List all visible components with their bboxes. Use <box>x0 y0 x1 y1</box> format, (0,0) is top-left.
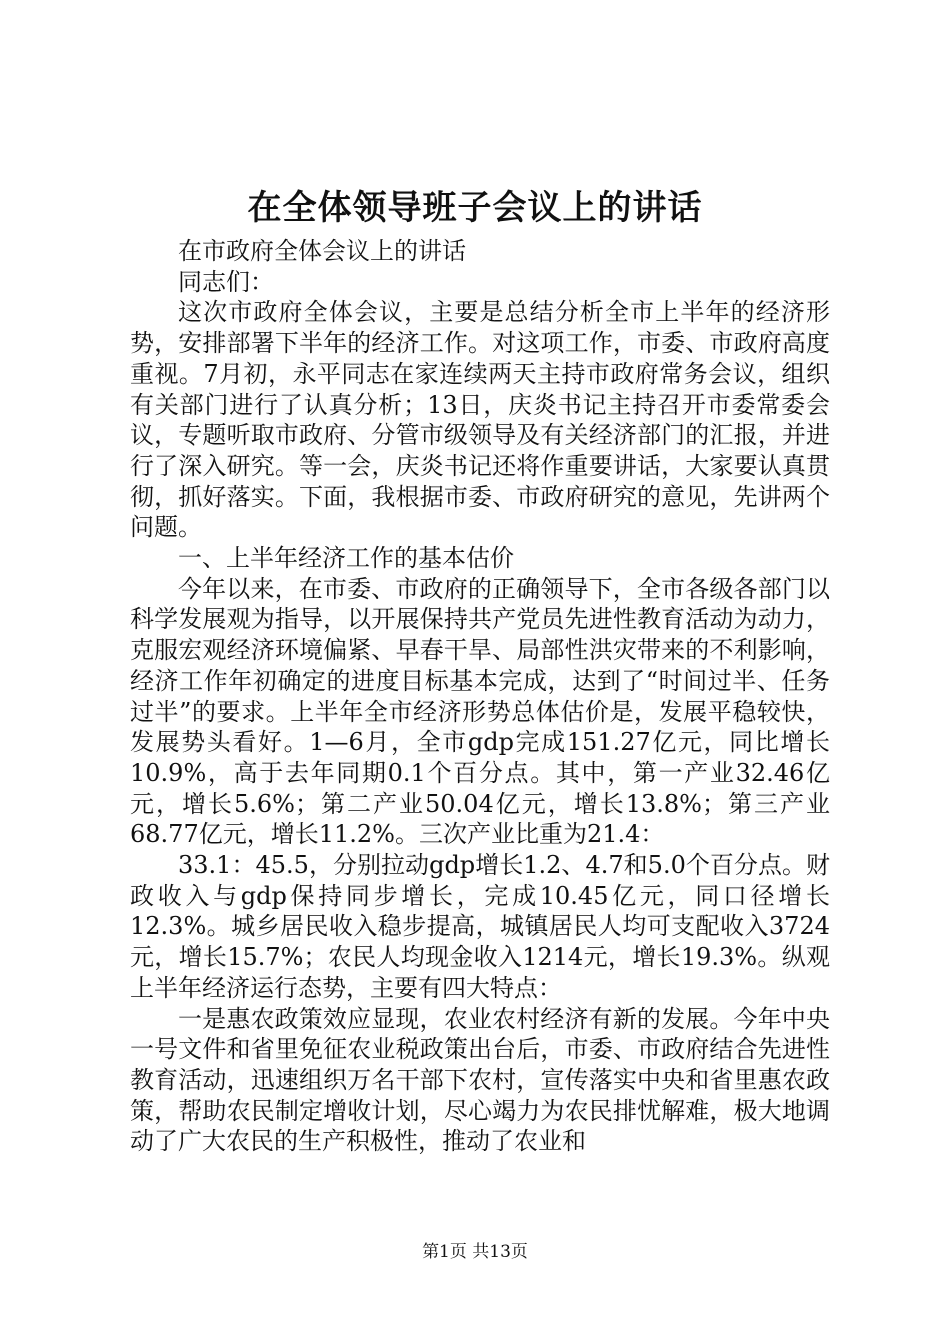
paragraph-intro: 这次市政府全体会议，主要是总结分析全市上半年的经济形势，安排部署下半年的经济工作。对这项工作，市委、市政府高度重视。7月初，永平同志在家连续两天主持市政府常务会议，组织有关部门进行了认真分析；13日，庆炎书记主持召开市委常委会议，专题听取市政府、分管市级领导及有关经济部门的汇报，并进行了深入研究。等一会，庆炎书记还将作重要讲话，大家要认真贯彻，抓好落实。下面，我根据市委、市政府研究的意见，先讲两个问题。 <box>130 298 830 542</box>
section-heading: 一、上半年经济工作的基本估价 <box>178 544 514 573</box>
paragraph-ratios: 33.1：45.5，分别拉动gdp增长1.2、4.7和5.0个百分点。财政收入与gdp保持同步增长，完成10.45亿元，同口径增长12.3%。城乡居民收入稳步提高，城镇居民人均可支配收入3724元，增长15.7%；农民人均现金收入1214元，增长19.3%。纵观上半年经济运行态势，主要有四大特点： <box>130 851 830 1002</box>
page-footer: 第1页 共13页 <box>422 1242 528 1262</box>
paragraph-feature-one: 一是惠农政策效应显现，农业农村经济有新的发展。今年中央一号文件和省里免征农业税政策出台后，市委、市政府结合先进性教育活动，迅速组织万名干部下农村，宣传落实中央和省里惠农政策，帮助农民制定增收计划，尽心竭力为农民排忧解难，极大地调动了广大农民的生产积极性，推动了农业和 <box>130 1004 830 1156</box>
document-body <box>130 236 830 1157</box>
paragraph-subtitle: 在市政府全体会议上的讲话 <box>178 237 466 265</box>
paragraph-overview: 今年以来，在市委、市政府的正确领导下，全市各级各部门以科学发展观为指导，以开展保持共产党员先进性教育活动为动力，克服宏观经济环境偏紧、早春干旱、局部性洪灾带来的不利影响，经济工作年初确定的进度目标基本完成，达到了“时间过半、任务过半”的要求。上半年全市经济形势总体估价是，发展平稳较快，发展势头看好。1—6月，全市gdp完成151.27亿元，同比增长10.9%，高于去年同期0.1个百分点。其中，第一产业32.46亿元，增长5.6%；第二产业50.04亿元，增长13.8%；第三产业68.77亿元，增长11.2%。三次产业比重为21.4： <box>130 574 830 849</box>
paragraph-salutation: 同志们： <box>178 267 274 296</box>
document-title: 在全体领导班子会议上的讲话 <box>247 188 703 228</box>
